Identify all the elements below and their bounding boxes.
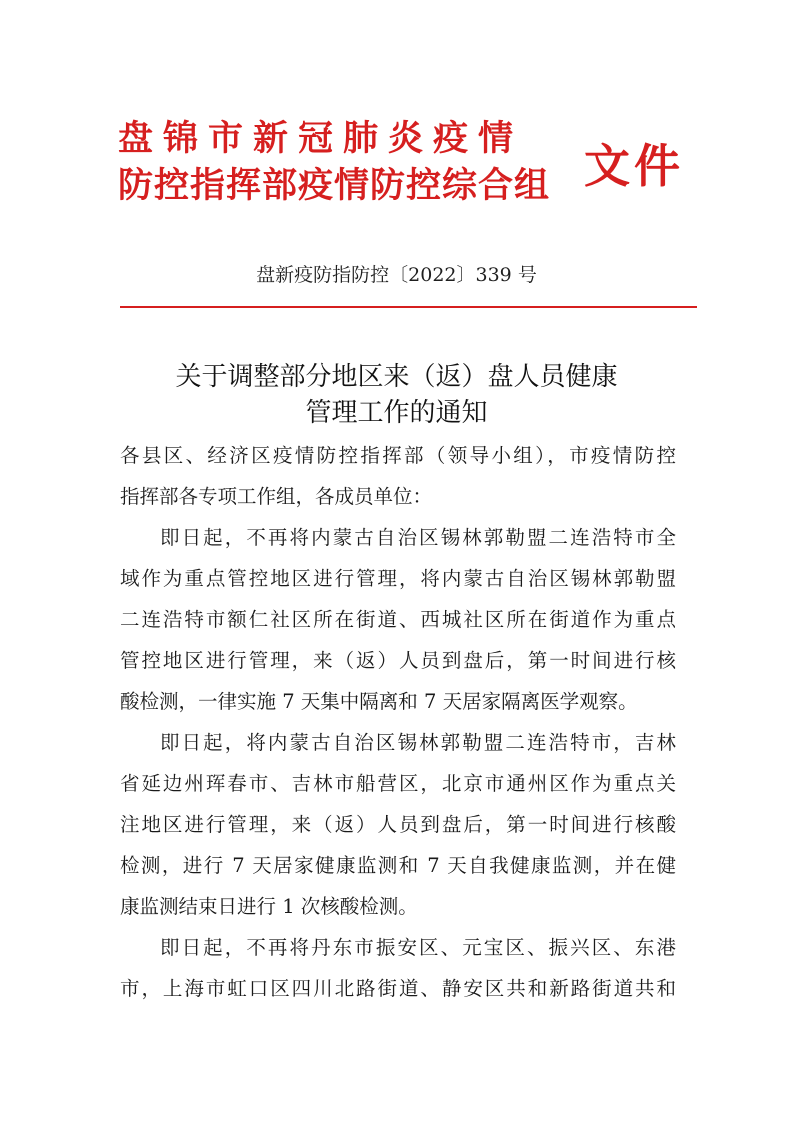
body-line: 管控地区进行管理，来（返）人员到盘后，第一时间进行核 — [120, 649, 676, 672]
notice-title-line-1: 关于调整部分地区来（返）盘人员健康 — [175, 362, 618, 392]
issuing-org-line-1: 盘锦市新冠肺炎疫情 — [118, 119, 524, 159]
body-line: 酸检测，一律实施 7 天集中隔离和 7 天居家隔离医学观察。 — [120, 690, 638, 713]
document-header — [118, 118, 688, 208]
body-line: 指挥部各专项工作组，各成员单位： — [120, 485, 433, 508]
body-line: 各县区、经济区疫情防控指挥部（领导小组），市疫情防控 — [120, 444, 676, 467]
body-line: 域作为重点管控地区进行管理，将内蒙古自治区锡林郭勒盟 — [120, 567, 676, 590]
body-line: 康监测结束日进行 1 次核酸检测。 — [120, 895, 418, 918]
document-number: 盘新疫防指防控〔2022〕339 号 — [256, 264, 537, 286]
body-line: 检测，进行 7 天居家健康监测和 7 天自我健康监测，并在健 — [120, 854, 676, 877]
body-line: 二连浩特市额仁社区所在街道、西城社区所在街道作为重点 — [120, 608, 676, 631]
body-line: 注地区进行管理，来（返）人员到盘后，第一时间进行核酸 — [120, 813, 676, 836]
body-line: 省延边州珲春市、吉林市船营区，北京市通州区作为重点关 — [120, 772, 676, 795]
notice-title-line-2: 管理工作的通知 — [305, 398, 488, 428]
body-line: 即日起，不再将内蒙古自治区锡林郭勒盟二连浩特市全 — [160, 526, 676, 549]
document-word: 文件 — [584, 139, 684, 193]
body-line: 市，上海市虹口区四川北路街道、静安区共和新路街道共和 — [120, 977, 676, 1000]
body-line: 即日起，将内蒙古自治区锡林郭勒盟二连浩特市，吉林 — [160, 731, 676, 754]
red-divider — [120, 306, 697, 308]
body-line: 即日起，不再将丹东市振安区、元宝区、振兴区、东港 — [160, 936, 676, 959]
issuing-org-line-2: 防控指挥部疫情防控综合组 — [118, 166, 551, 206]
